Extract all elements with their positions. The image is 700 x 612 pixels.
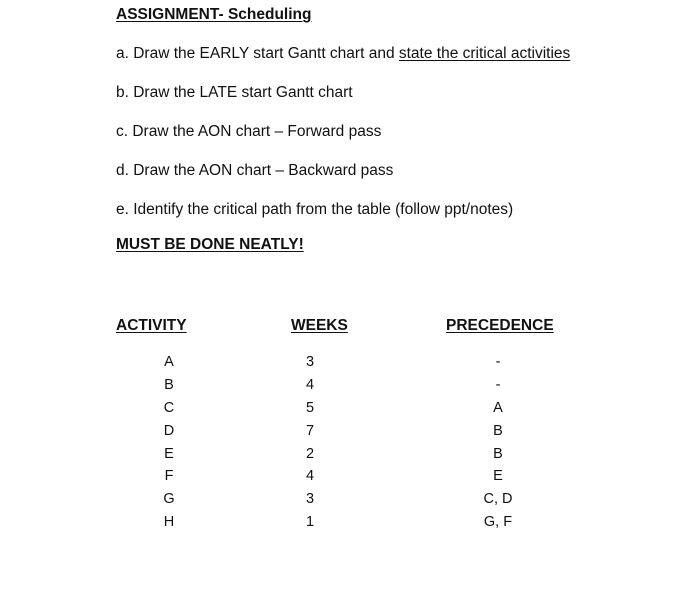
header-precedence: PRECEDENCE xyxy=(446,317,554,334)
cell-activity: E xyxy=(164,446,174,462)
cell-precedence: E xyxy=(493,468,503,484)
cell-weeks: 4 xyxy=(305,377,315,393)
task-a-underlined-text: state the critical activities xyxy=(398,45,571,62)
header-weeks: WEEKS xyxy=(291,317,348,334)
cell-precedence: - xyxy=(495,354,501,370)
cell-weeks: 3 xyxy=(305,491,315,507)
task-b: b. Draw the LATE start Gantt chart xyxy=(116,84,353,101)
cell-precedence: C, D xyxy=(483,491,513,507)
cell-precedence: B xyxy=(493,446,503,462)
cell-precedence: B xyxy=(493,423,503,439)
cell-activity: A xyxy=(164,354,174,370)
cell-weeks: 4 xyxy=(305,468,315,484)
task-e: e. Identify the critical path from the table (follow ppt/notes) xyxy=(116,201,514,218)
cell-activity: B xyxy=(164,377,174,393)
cell-activity: F xyxy=(164,468,174,484)
assignment-title: ASSIGNMENT- Scheduling xyxy=(116,6,312,23)
task-d: d. Draw the AON chart – Backward pass xyxy=(116,162,394,179)
header-activity: ACTIVITY xyxy=(116,317,187,334)
cell-activity: D xyxy=(163,423,175,439)
cell-weeks: 2 xyxy=(305,446,315,462)
cell-activity: C xyxy=(163,400,175,416)
neatness-notice: MUST BE DONE NEATLY! xyxy=(116,236,304,253)
task-a-text: a. Draw the EARLY start Gantt chart and xyxy=(116,45,399,62)
cell-precedence: A xyxy=(493,400,503,416)
cell-weeks: 3 xyxy=(305,354,315,370)
cell-activity: H xyxy=(163,514,175,530)
task-c: c. Draw the AON chart – Forward pass xyxy=(116,123,382,140)
cell-precedence: - xyxy=(495,377,501,393)
cell-weeks: 7 xyxy=(305,423,315,439)
cell-weeks: 5 xyxy=(305,400,315,416)
cell-weeks: 1 xyxy=(305,514,315,530)
task-a xyxy=(116,45,570,63)
cell-precedence: G, F xyxy=(483,514,513,530)
cell-activity: G xyxy=(163,491,175,507)
